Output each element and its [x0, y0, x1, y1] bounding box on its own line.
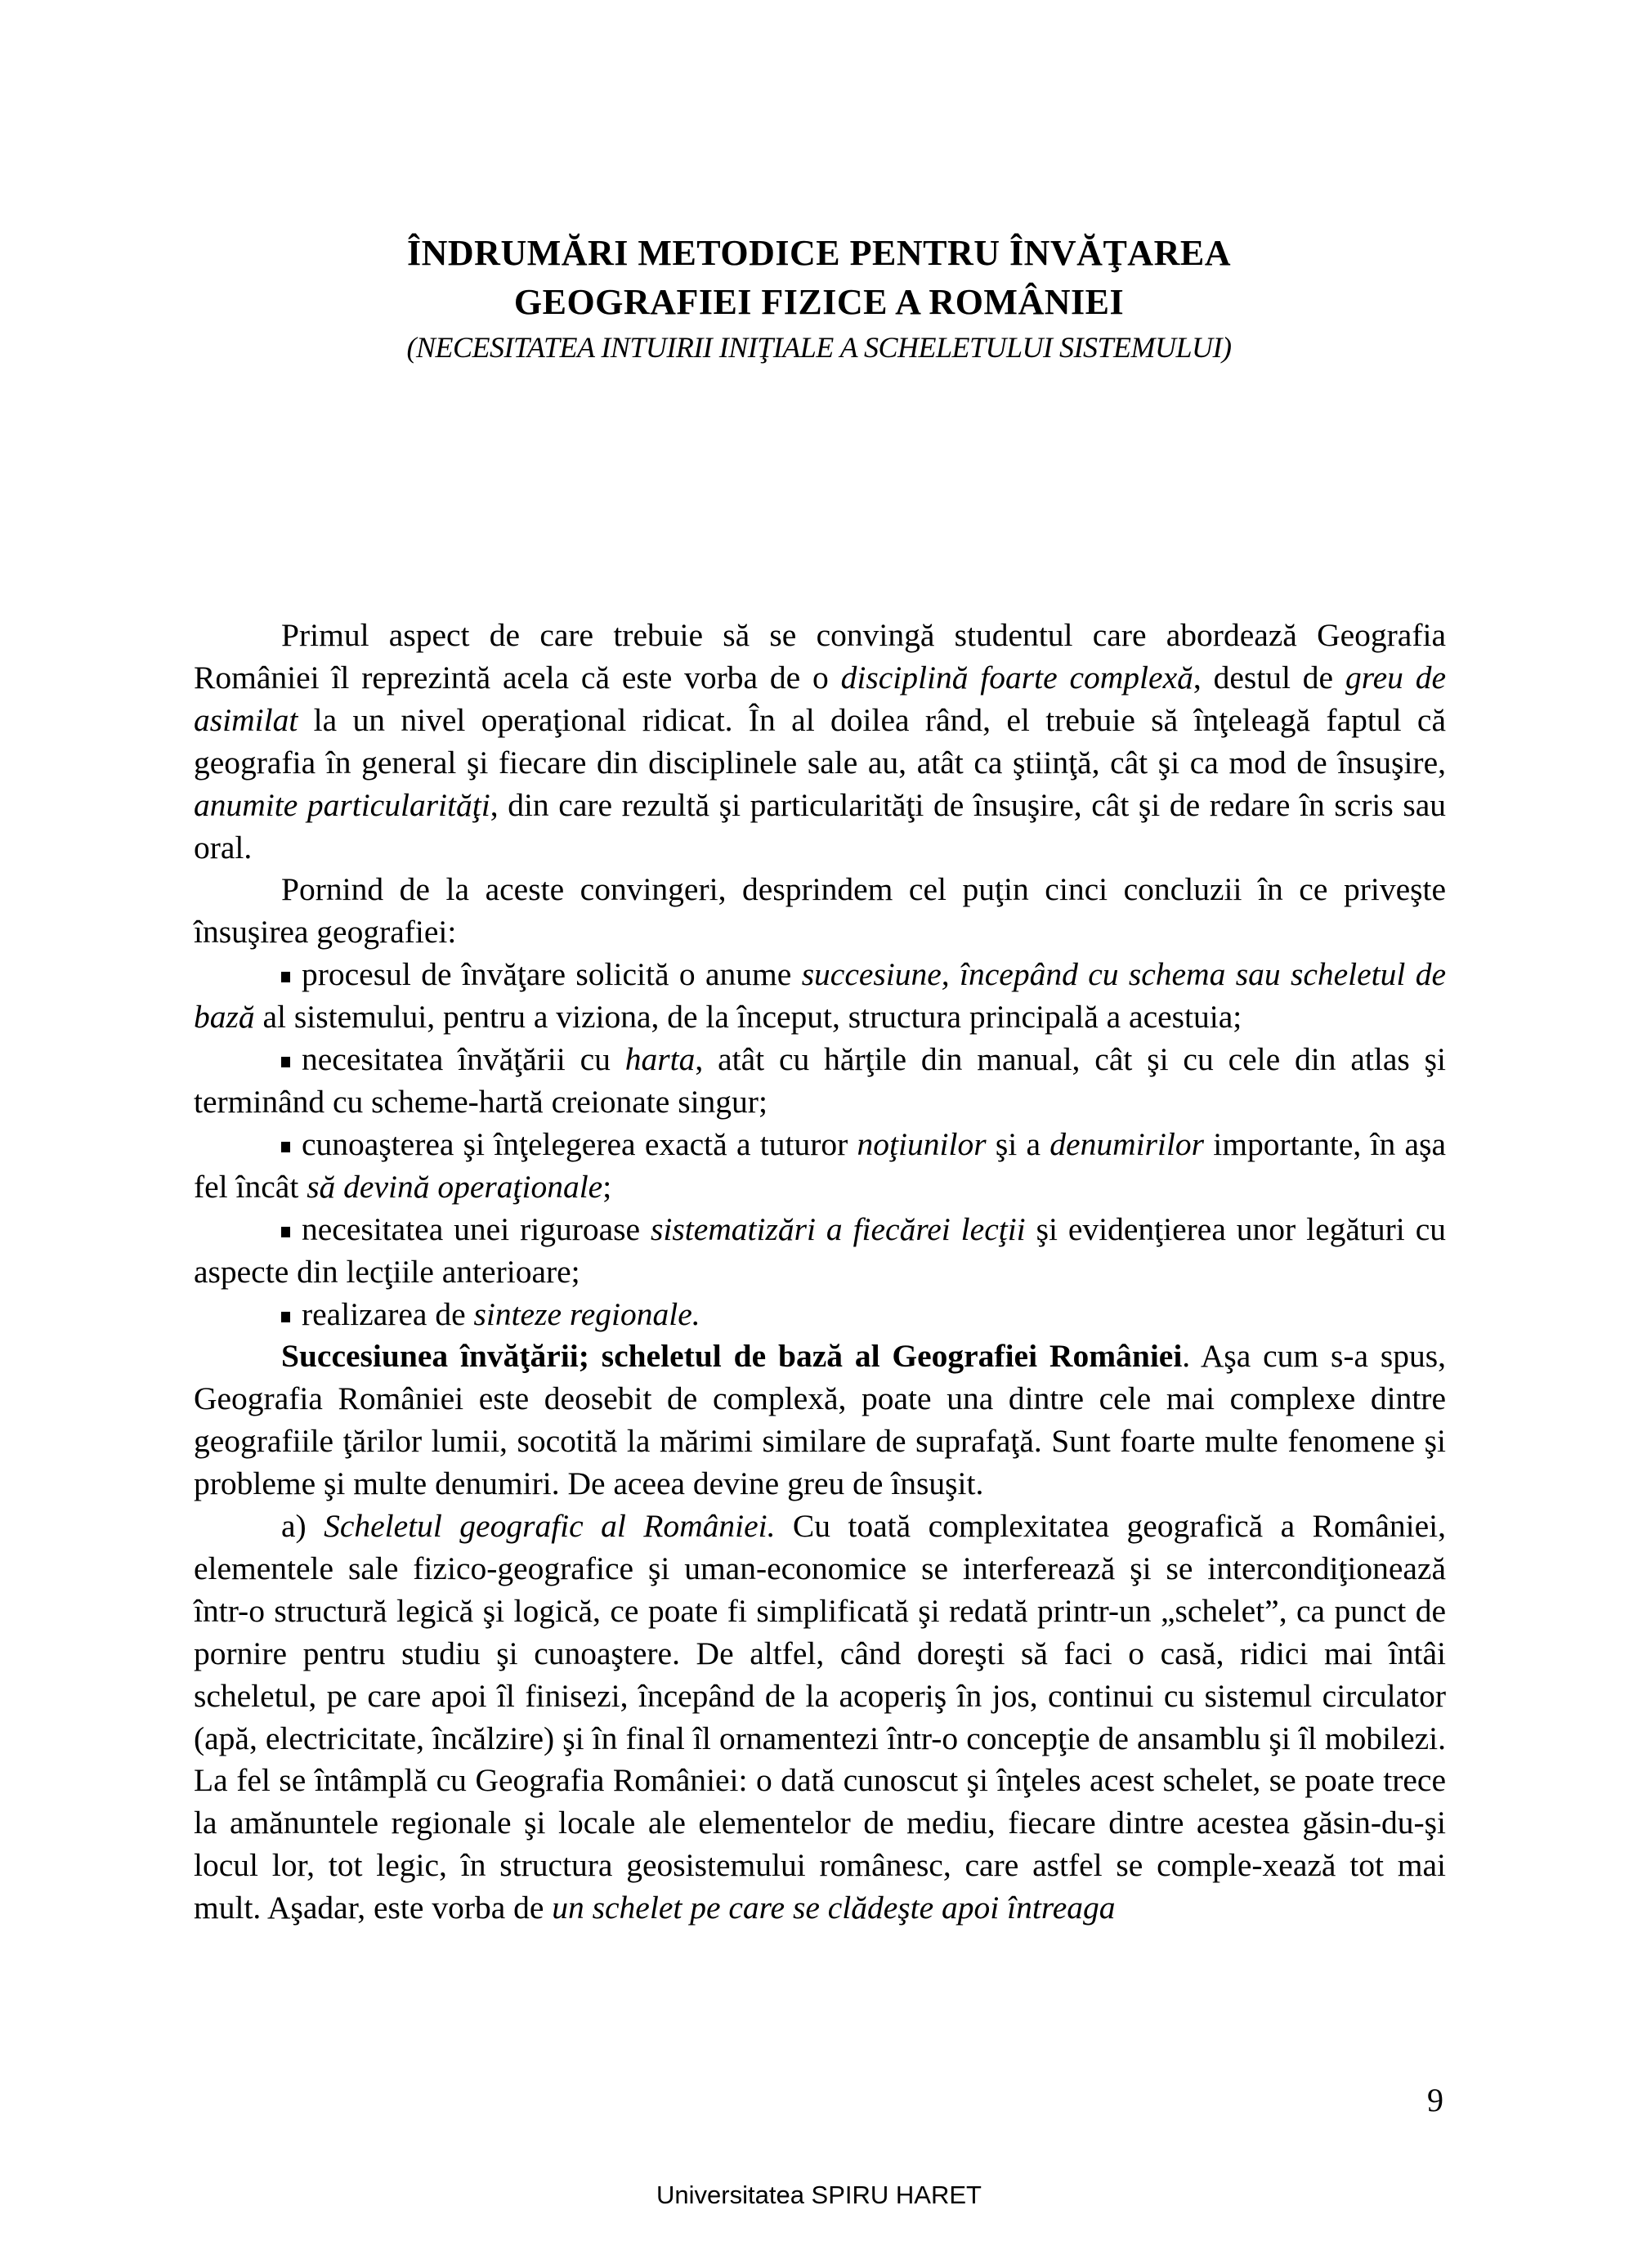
- bullet-item: procesul de învăţare solicită o anume succesiune, începând cu schema sau scheletul de bază al sistemului, pentru a viziona, de la început, structura principală a acestuia;: [194, 956, 1446, 1036]
- title-line-1: ÎNDRUMĂRI METODICE PENTRU ÎNVĂŢAREA: [407, 233, 1231, 273]
- square-bullet-icon: [281, 1057, 290, 1067]
- square-bullet-icon: [281, 1312, 290, 1322]
- bullet-item: necesitatea unei riguroase sistematizări a fiecărei lecţii şi evidenţierea unor legături cu aspecte din lecţiile anterioare;: [194, 1210, 1446, 1290]
- section-heading: Succesiunea învăţării; scheletul de bază al Geografiei României: [281, 1338, 1183, 1375]
- section-paragraph: Succesiunea învăţării; scheletul de bază al Geografiei României. Aşa cum s-a spus, Geografia României este deosebit de complexă, poate una dintre cele mai complexe dintre geografiile ţărilor lumii, socotită la mărimi similare de suprafaţă. Sunt foarte multe fenomene şi probleme şi multe denumiri. De aceea devine greu de însuşit.: [194, 1338, 1446, 1502]
- body-text: [194, 615, 1446, 1930]
- page-number: 9: [1427, 2082, 1443, 2118]
- bullet-item: cunoaşterea şi înţelegerea exactă a tuturor noţiunilor şi a denumirilor importante, în aşa fel încât să devină operaţionale;: [194, 1125, 1446, 1205]
- paragraph-1: Primul aspect de care trebuie să se convingă studentul care abordează Geografia României îl reprezintă acela că este vorba de o disciplină foarte complexă, destul de greu de asimilat la un nivel operaţional ridicat. În al doilea rând, el trebuie să înţeleagă faptul că geografia în general şi fiecare din disciplinele sale au, atât ca ştiinţă, cât şi ca mod de însuşire, anumite particularităţi, din care rezultă şi particularităţi de însuşire, cât şi de redare în scris sau oral.: [194, 617, 1447, 866]
- subtitle: (NECESITATEA INTUIRII INIŢIALE A SCHELETULUI SISTEMULUI): [406, 331, 1232, 364]
- footer: Universitatea SPIRU HARET: [656, 2181, 982, 2209]
- title-block: [0, 229, 1638, 368]
- square-bullet-icon: [281, 972, 290, 982]
- bullet-item: necesitatea învăţării cu harta, atât cu hărţile din manual, cât şi cu cele din atlas şi terminând cu scheme-hartă creionate singur;: [194, 1041, 1446, 1120]
- paragraph-a: a) Scheletul geografic al României. Cu toată complexitatea geografică a României, elementele sale fizico-geografice şi uman-economice se interferează şi se intercondiţionează într-o structură legică şi logică, ce poate fi simplificată şi redată printr-un „schelet”, ca punct de pornire pentru studiu şi cunoaştere. De altfel, când doreşti să faci o casă, ridici mai întâi scheletul, pe care apoi îl finisezi, începând de la acoperiş în jos, continui cu sistemul circulator (apă, electricitate, încălzire) şi în final îl ornamentezi într-o concepţie de ansamblu şi îl mobilezi. La fel se întâmplă cu Geografia României: o dată cunoscut şi înţeles acest schelet, se poate trece la amănuntele regionale şi locale ale elementelor de mediu, fiecare dintre acestea găsin-du-şi locul lor, tot legic, în structura geosistemului românesc, care astfel se comple-xează tot mai mult. Aşadar, este vorba de un schelet pe care se clădeşte apoi întreaga: [194, 1508, 1447, 1926]
- square-bullet-icon: [281, 1227, 290, 1237]
- bullet-item: realizarea de sinteze regionale.: [194, 1294, 1446, 1336]
- square-bullet-icon: [281, 1142, 290, 1152]
- paragraph-2: Pornind de la aceste convingeri, desprindem cel puţin cinci concluzii în ce priveşte însuşirea geografiei:: [194, 871, 1446, 951]
- title-line-2: GEOGRAFIEI FIZICE A ROMÂNIEI: [513, 282, 1125, 322]
